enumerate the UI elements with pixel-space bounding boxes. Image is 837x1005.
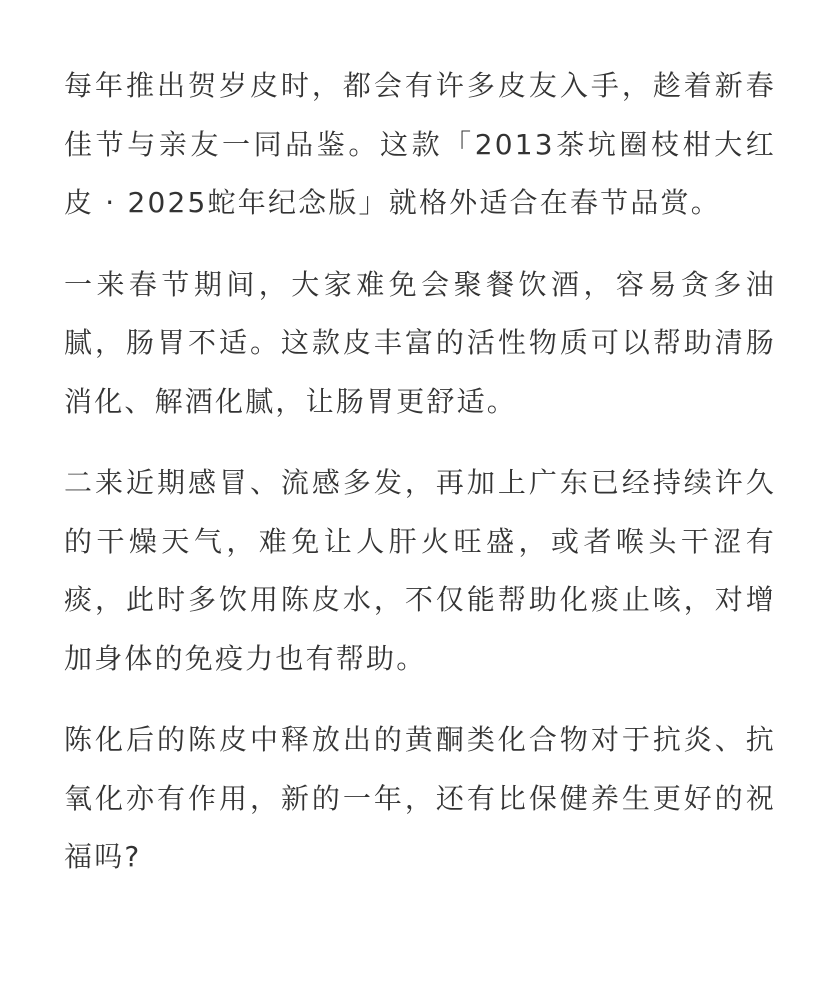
paragraph-digestion: 一来春节期间，大家难免会聚餐饮酒，容易贪多油腻，肠胃不适。这款皮丰富的活性物质可以帮助清肠消化、解酒化腻，让肠胃更舒适。 <box>64 267 776 418</box>
paragraph-antioxidant: 陈化后的陈皮中释放出的黄酮类化合物对于抗炎、抗氧化亦有作用，新的一年，还有比保健养生更好的祝福吗? <box>64 723 776 873</box>
article-body <box>64 57 776 887</box>
paragraph-intro: 每年推出贺岁皮时，都会有许多皮友入手，趁着新春佳节与亲友一同品鉴。这款「2013茶坑圈枝柑大红皮 · 2025蛇年纪念版」就格外适合在春节品赏。 <box>64 69 776 219</box>
paragraph-immunity: 二来近期感冒、流感多发，再加上广东已经持续许久的干燥天气，难免让人肝火旺盛，或者喉头干涩有痰，此时多饮用陈皮水，不仅能帮助化痰止咳，对增加身体的免疫力也有帮助。 <box>64 466 776 675</box>
